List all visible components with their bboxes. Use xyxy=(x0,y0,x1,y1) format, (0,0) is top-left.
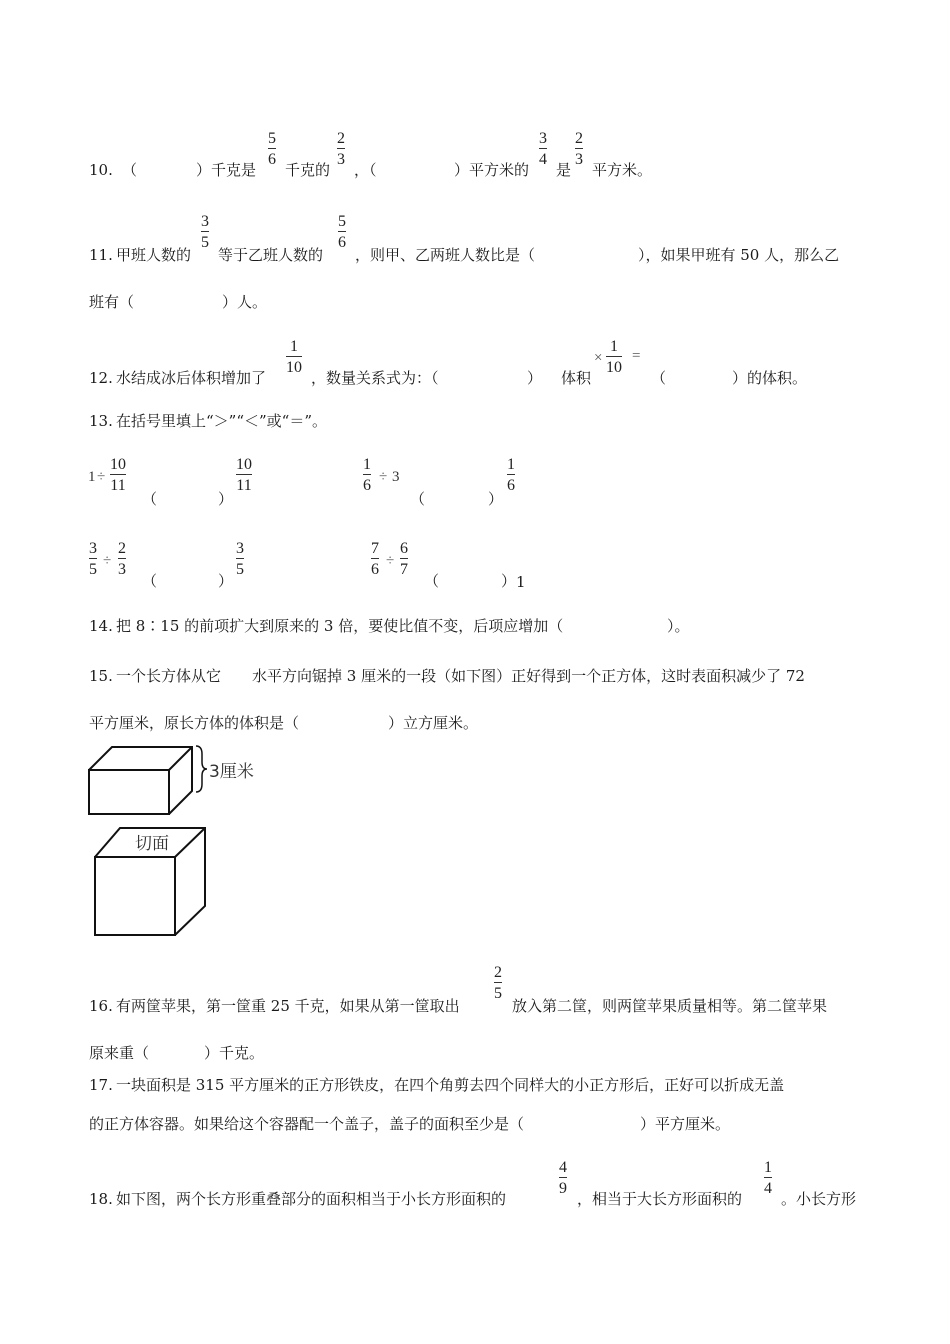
text: 的正方体容器。如果给这个容器配一个盖子，盖子的面积至少是（ xyxy=(89,1115,525,1133)
text: ）千克。 xyxy=(204,1044,265,1062)
paren-open: （ xyxy=(424,572,440,590)
text: ，相当于大长方形面积的 xyxy=(577,1190,743,1208)
fraction xyxy=(606,338,622,376)
numerator: 5 xyxy=(338,213,346,230)
numerator: 4 xyxy=(559,1159,567,1176)
numerator: 2 xyxy=(337,130,345,147)
paren-open: （ xyxy=(142,572,158,590)
question-number: 18. xyxy=(89,1190,113,1208)
numerator: 3 xyxy=(539,130,547,147)
text: 甲班人数的 xyxy=(116,246,192,264)
times-sign: × xyxy=(594,350,603,366)
paren-close: ） xyxy=(501,572,517,590)
fraction xyxy=(575,130,583,168)
denominator: 3 xyxy=(337,151,345,168)
question-number: 11. xyxy=(89,246,113,264)
numerator: 6 xyxy=(400,540,408,557)
paren-open: （ xyxy=(410,490,426,508)
text: ） xyxy=(527,369,543,387)
denominator: 6 xyxy=(338,234,346,251)
paren-open: （ xyxy=(142,490,158,508)
height-label: 3厘米 xyxy=(209,762,254,782)
text: （ xyxy=(122,161,138,179)
numerator: 3 xyxy=(236,540,244,557)
fraction xyxy=(764,1159,772,1197)
text: ，（ xyxy=(354,161,377,179)
denominator: 5 xyxy=(494,985,502,1002)
denominator: 11 xyxy=(110,477,126,494)
denominator: 5 xyxy=(201,234,209,251)
fraction xyxy=(371,540,379,578)
paren-close: ） xyxy=(488,490,504,508)
fraction xyxy=(400,540,408,578)
text: ）人。 xyxy=(222,293,268,311)
fraction xyxy=(286,338,302,376)
text: 一块面积是 315 平方厘米的正方形铁皮，在四个角剪去四个同样大的小正方形后，正好可以折成无盖 xyxy=(116,1076,785,1094)
fraction xyxy=(559,1159,567,1197)
text: 。小长方形 xyxy=(781,1190,857,1208)
numerator: 2 xyxy=(494,964,502,981)
denominator: 6 xyxy=(363,477,371,494)
fraction xyxy=(236,456,252,494)
numerator: 2 xyxy=(575,130,583,147)
divide-sign: ÷ xyxy=(97,469,106,485)
numerator: 3 xyxy=(89,540,97,557)
numerator: 1 xyxy=(610,338,618,355)
fraction xyxy=(363,456,371,494)
text: ），如果甲班有 50 人，那么乙 xyxy=(638,246,840,264)
numerator: 1 xyxy=(764,1159,772,1176)
paren-close: ） xyxy=(218,572,234,590)
numerator: 10 xyxy=(236,456,252,473)
text: 如下图，两个长方形重叠部分的面积相当于小长方形面积的 xyxy=(116,1190,507,1208)
denominator: 3 xyxy=(118,561,126,578)
text: ）平方厘米。 xyxy=(640,1115,731,1133)
numerator: 1 xyxy=(363,456,371,473)
denominator: 6 xyxy=(507,477,515,494)
question-number: 15. xyxy=(89,667,113,685)
denominator: 9 xyxy=(559,1180,567,1197)
denominator: 7 xyxy=(400,561,408,578)
question-number: 14. xyxy=(89,617,113,635)
question-number: 16. xyxy=(89,997,113,1015)
number: 1 xyxy=(516,573,526,591)
fraction xyxy=(110,456,126,494)
question-number: 10. xyxy=(89,161,113,179)
paren-close: ） xyxy=(218,490,234,508)
text: 千克的 xyxy=(285,161,331,179)
fraction xyxy=(338,213,346,251)
equals-sign: = xyxy=(632,348,641,364)
fraction xyxy=(201,213,209,251)
fraction xyxy=(494,964,502,1002)
denominator: 6 xyxy=(268,151,276,168)
number: 3 xyxy=(392,469,400,485)
fraction xyxy=(268,130,276,168)
numerator: 2 xyxy=(118,540,126,557)
numerator: 3 xyxy=(201,213,209,230)
instruction-text: 在括号里填上“＞”“＜”或“＝”。 xyxy=(116,412,328,430)
text: 班有（ xyxy=(89,293,135,311)
text: ，则甲、乙两班人数比是（ xyxy=(355,246,536,264)
denominator: 3 xyxy=(575,151,583,168)
text: ）千克是 xyxy=(196,161,257,179)
numerator: 7 xyxy=(371,540,379,557)
fraction xyxy=(539,130,547,168)
denominator: 10 xyxy=(286,359,302,376)
text: 水结成冰后体积增加了 xyxy=(116,369,267,387)
divide-sign: ÷ xyxy=(103,553,112,569)
divide-sign: ÷ xyxy=(379,469,388,485)
fraction xyxy=(337,130,345,168)
numerator: 10 xyxy=(110,456,126,473)
text: 一个长方体从它 xyxy=(116,667,222,685)
text: 体积 xyxy=(561,369,592,387)
denominator: 4 xyxy=(539,151,547,168)
text: 平方厘米，原长方体的体积是（ xyxy=(89,714,300,732)
number: 1 xyxy=(88,469,96,485)
fraction xyxy=(507,456,515,494)
denominator: 11 xyxy=(236,477,252,494)
cut-face-label: 切面 xyxy=(135,834,169,854)
fraction xyxy=(89,540,97,578)
fraction xyxy=(236,540,244,578)
question-number: 13. xyxy=(89,412,113,430)
numerator: 1 xyxy=(507,456,515,473)
fraction xyxy=(118,540,126,578)
text: （ xyxy=(651,369,667,387)
cut-slab xyxy=(89,746,207,814)
text: 是 xyxy=(556,161,572,179)
text: 放入第二筐，则两筐苹果质量相等。第二筐苹果 xyxy=(512,997,828,1015)
text: 平方米。 xyxy=(592,161,653,179)
denominator: 5 xyxy=(89,561,97,578)
question-number: 17. xyxy=(89,1076,113,1094)
text: ）立方厘米。 xyxy=(388,714,479,732)
text: 水平方向锯掉 3 厘米的一段（如下图）正好得到一个正方体，这时表面积减少了 72 xyxy=(252,667,805,685)
numerator: 5 xyxy=(268,130,276,147)
numerator: 1 xyxy=(290,338,298,355)
text: ）。 xyxy=(667,617,690,635)
text: 有两筐苹果，第一筐重 25 千克，如果从第一筐取出 xyxy=(116,997,460,1015)
denominator: 6 xyxy=(371,561,379,578)
text: 原来重（ xyxy=(89,1044,150,1062)
text: ）的体积。 xyxy=(732,369,808,387)
question-number: 12. xyxy=(89,369,113,387)
text: ，数量关系式为：（ xyxy=(311,369,439,387)
denominator: 4 xyxy=(764,1180,772,1197)
text: 把 8∶15 的前项扩大到原来的 3 倍，要使比值不变，后项应增加（ xyxy=(116,617,564,635)
text: ）平方米的 xyxy=(454,161,530,179)
denominator: 10 xyxy=(606,359,622,376)
text: 等于乙班人数的 xyxy=(218,246,324,264)
denominator: 5 xyxy=(236,561,244,578)
divide-sign: ÷ xyxy=(386,553,395,569)
